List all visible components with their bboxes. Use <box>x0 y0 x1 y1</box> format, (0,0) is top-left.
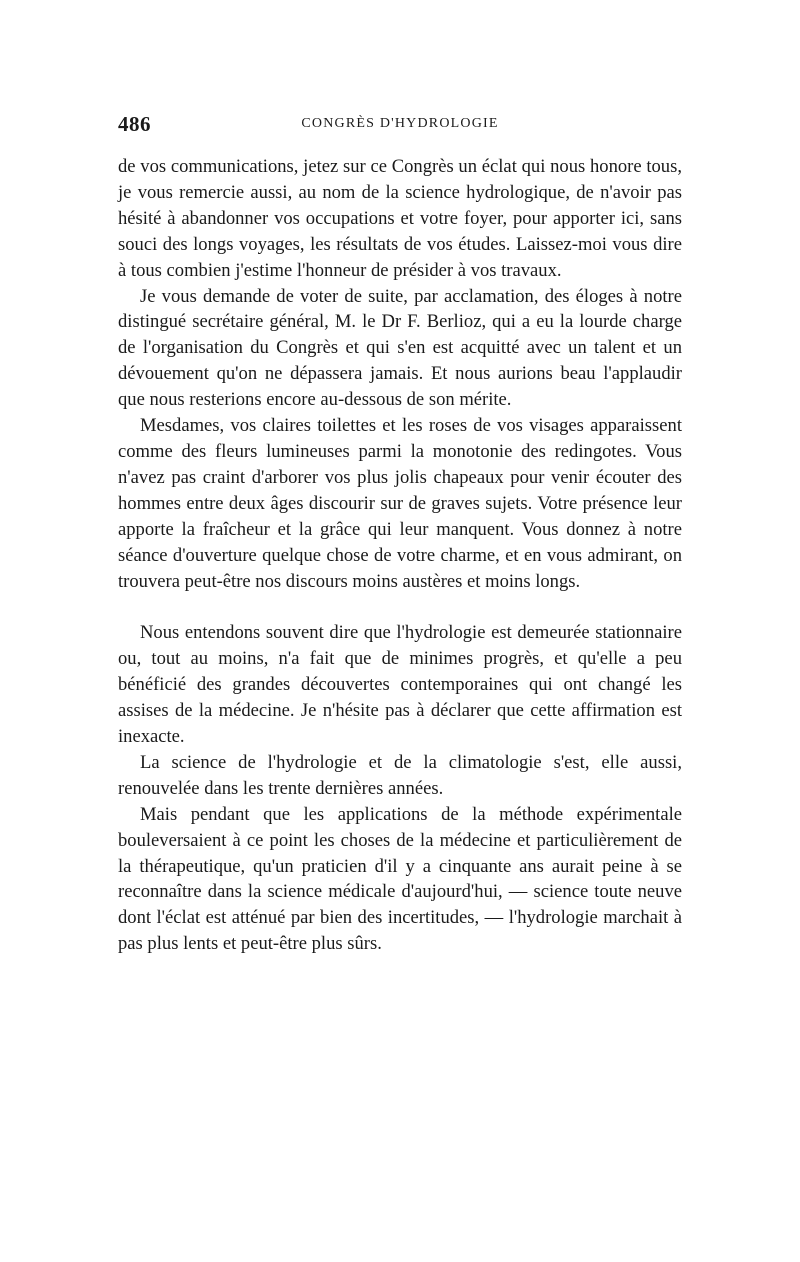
page-header <box>118 112 682 148</box>
book-page <box>118 112 682 957</box>
paragraph: La science de l'hydrologie et de la climatologie s'est, elle aussi, renouvelée dans les trente dernières années. <box>118 751 682 799</box>
text-section-opening <box>118 154 682 594</box>
paragraph: Nous entendons souvent dire que l'hydrologie est demeurée stationnaire ou, tout au moins, n'a fait que de minimes progrès, et qu'elle a peu bénéficié des grandes découvertes contemporaines qui ont changé les assises de la médecine. Je n'hésite pas à déclarer que cette affirmation est inexacte. <box>118 622 682 748</box>
page-number: 486 <box>118 112 151 136</box>
text-section-hydrology <box>118 620 682 957</box>
paragraph: Mais pendant que les applications de la méthode expérimentale bouleversaient à ce point les choses de la médecine et particulièrement de la thérapeutique, qu'un praticien d'il y a cinquante ans aurait peine à se reconnaître dans la science médicale d'aujourd'hui, — science toute neuve dont l'éclat est atténué par bien des incertitudes, — l'hydrologie marchait à pas plus lents et peut-être plus sûrs. <box>118 803 682 955</box>
paragraph: Mesdames, vos claires toilettes et les roses de vos visages apparaissent comme des fleurs lumineuses parmi la monotonie des redingotes. Vous n'avez pas craint d'arborer vos plus jolis chapeaux pour venir écouter des hommes entre deux âges discourir sur de graves sujets. Votre présence leur apporte la fraîcheur et la grâce qui leur manquent. Vous donnez à notre séance d'ouverture quelque chose de votre charme, et en vous admirant, on trouvera peut-être nos discours moins austères et moins longs. <box>118 415 682 592</box>
paragraph: de vos communications, jetez sur ce Congrès un éclat qui nous honore tous, je vous remercie aussi, au nom de la science hydrologique, de n'avoir pas hésité à abandonner vos occupations et votre foyer, pour apporter ici, sans souci des longs voyages, les résultats de vos études. Laissez-moi vous dire à tous combien j'estime l'honneur de présider à vos travaux. <box>118 156 682 281</box>
paragraph: Je vous demande de voter de suite, par acclamation, des éloges à notre distingué secrétaire général, M. le Dr F. Berlioz, qui a eu la lourde charge de l'organisation du Congrès et qui s'en est acquitté avec un talent et un dévouement qu'on ne dépassera jamais. Et nous aurions beau l'applaudir que nous resterions encore au-dessous de son mérite. <box>118 285 682 411</box>
running-title: CONGRÈS D'HYDROLOGIE <box>301 116 499 131</box>
